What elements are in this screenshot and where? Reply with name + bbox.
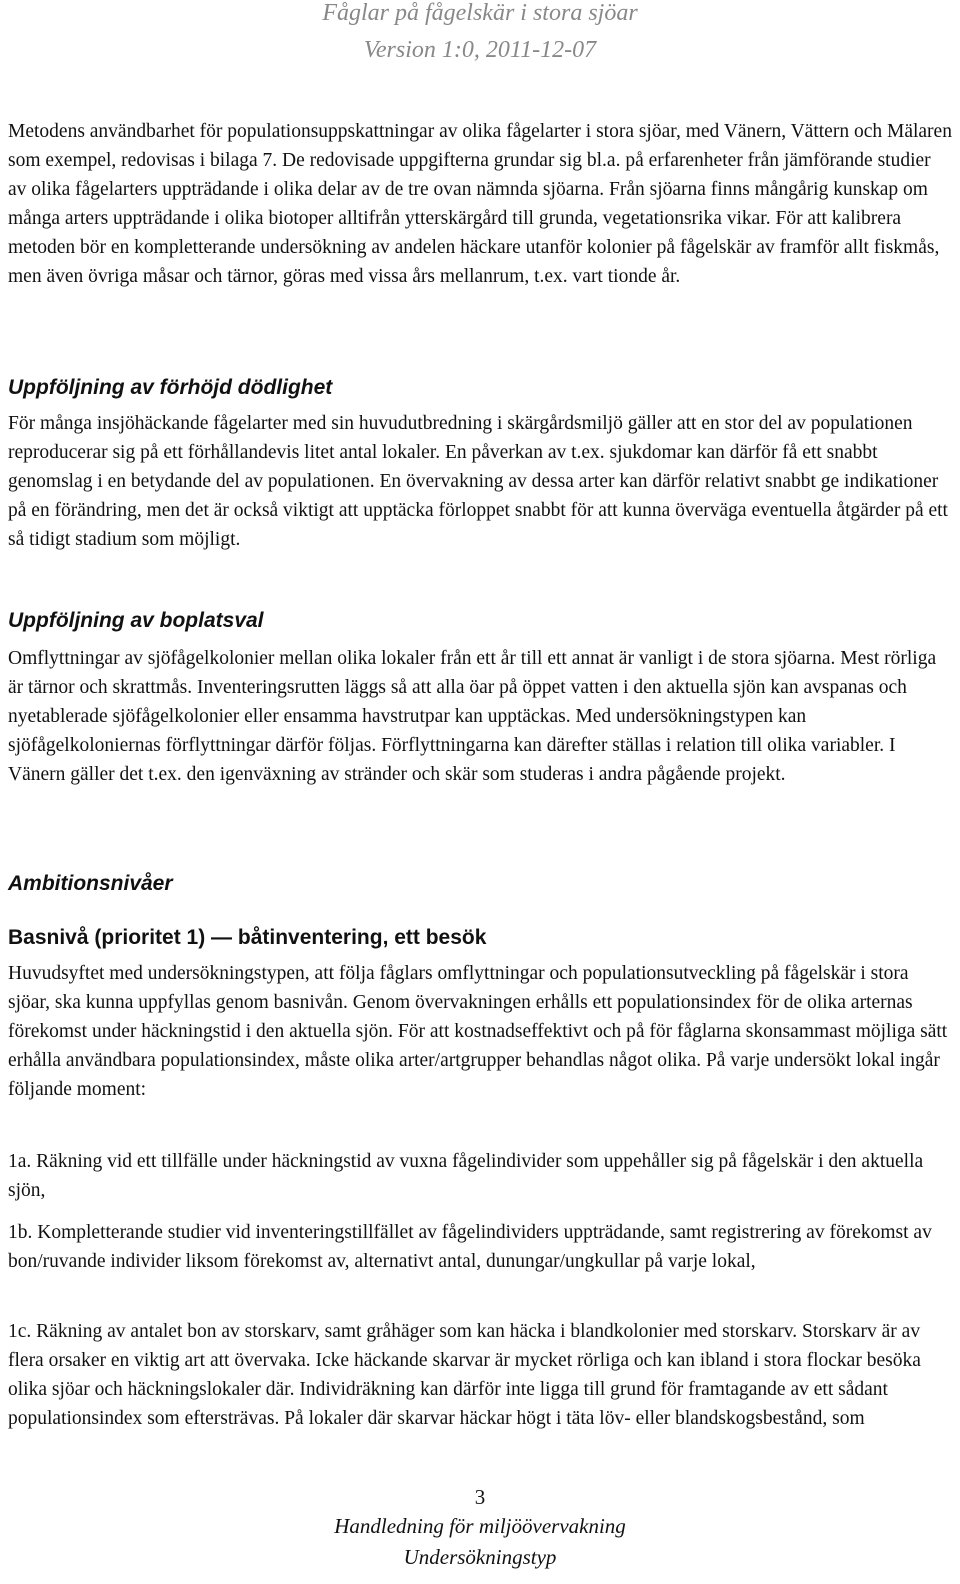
heading-nest-site-choice: Uppföljning av boplatsval bbox=[8, 609, 264, 632]
footer-title: Handledning för miljöövervakning bbox=[334, 1514, 626, 1538]
running-header-version: Version 1:0, 2011-12-07 bbox=[363, 37, 597, 63]
footer-subtitle: Undersökningstyp bbox=[403, 1545, 557, 1569]
paragraph-method-usability: Metodens användbarhet för populationsuppskattningar av olika fågelarter i stora sjöar, med Vänern, Vättern och Mälaren som exempel, redovisas i bilaga 7. De redovisade uppgifterna grundar sig bl.a. på erfarenheter från jämförande studier av olika fågelarters uppträdande i olika delar av de tre ovan nämnda sjöarna. Från sjöarna finns mångårig kunskap om många arters uppträdande i olika biotoper alltifrån ytterskärgård till grunda, vegetationsrika vikar. För att kalibrera metoden bör en kompletterande undersökning av andelen häckare utanför kolonier på fågelskär av framför allt fiskmås, men även övriga måsar och tärnor, göras med vissa års mellanrum, t.ex. vart tionde år. bbox=[8, 121, 952, 287]
heading-ambition-levels: Ambitionsnivåer bbox=[8, 872, 173, 895]
heading-increased-mortality: Uppföljning av förhöjd dödlighet bbox=[8, 376, 333, 399]
list-item-1a: 1a. Räkning vid ett tillfälle under häckningstid av vuxna fågelindivider som uppehåller sig på fågelskär i den aktuella sjön, bbox=[8, 1151, 924, 1201]
paragraph-nest-site-choice: Omflyttningar av sjöfågelkolonier mellan olika lokaler från ett år till ett annat är vanligt i de stora sjöarna. Mest rörliga är tärnor och skrattmås. Inventeringsrutten läggs så att alla öar på öppet vatten i den aktuella sjön kan avspanas och nyetablerade sjöfågelkolonier eller ensamma havstrutpar kan upptäckas. Med undersökningstypen kan sjöfågelkoloniernas förflyttningar därför följas. Förflyttningarna kan därefter ställas i relation till olika variabler. I Vänern gäller det t.ex. den igenväxning av stränder och skär som studeras i andra pågående projekt. bbox=[8, 648, 937, 785]
subheading-base-level: Basnivå (prioritet 1) — båtinventering, ett besök bbox=[8, 926, 487, 949]
list-item-1b: 1b. Kompletterande studier vid inventeringstillfället av fågelindividers uppträdande, samt registrering av förekomst av bon/ruvande individer liksom förekomst av, alternativt antal, dunungar/ungkullar på varje lokal, bbox=[8, 1222, 932, 1272]
list-item-1c: 1c. Räkning av antalet bon av storskarv, samt gråhäger som kan häcka i blandkolonier med storskarv. Storskarv är av flera orsaker en viktig art att övervaka. Icke häckande skarvar är mycket rörliga och kan ibland i stora flockar besöka olika sjöar och häckningslokaler där. Individräkning kan därför inte ligga till grund för framtagande av ett sådant populationsindex som eftersträvas. På lokaler där skarvar häckar högt i täta löv- eller blandskogsbestånd, som bbox=[8, 1321, 921, 1429]
page-number: 3 bbox=[474, 1485, 486, 1509]
paragraph-base-level-purpose: Huvudsyftet med undersökningstypen, att följa fåglars omflyttningar och populationsutveckling på fågelskär i stora sjöar, ska kunna uppfyllas genom basnivån. Genom övervakningen erhålls ett populationsindex för de olika arternas förekomst under häckningstid i den aktuella sjön. För att kostnadseffektivt och på för fåglarna skonsammast möjliga sätt erhålla användbara populationsindex, måste olika arter/artgrupper behandlas något olika. På varje undersökt lokal ingår följande moment: bbox=[8, 963, 948, 1100]
running-header-title: Fåglar på fågelskär i stora sjöar bbox=[322, 0, 638, 26]
paragraph-increased-mortality: För många insjöhäckande fågelarter med sin huvudutbredning i skärgårdsmiljö gäller att en stor del av populationen reproducerar sig på ett förhållandevis litet antal lokaler. En påverkan av t.ex. sjukdomar kan därför få ett snabbt genomslag i en betydande del av populationen. En övervakning av dessa arter kan därför relativt snabbt ge indikationer på en förändring, men det är också viktigt att upptäcka förloppet snabbt för att kunna överväga eventuella åtgärder på ett så tidigt stadium som möjligt. bbox=[8, 413, 948, 550]
